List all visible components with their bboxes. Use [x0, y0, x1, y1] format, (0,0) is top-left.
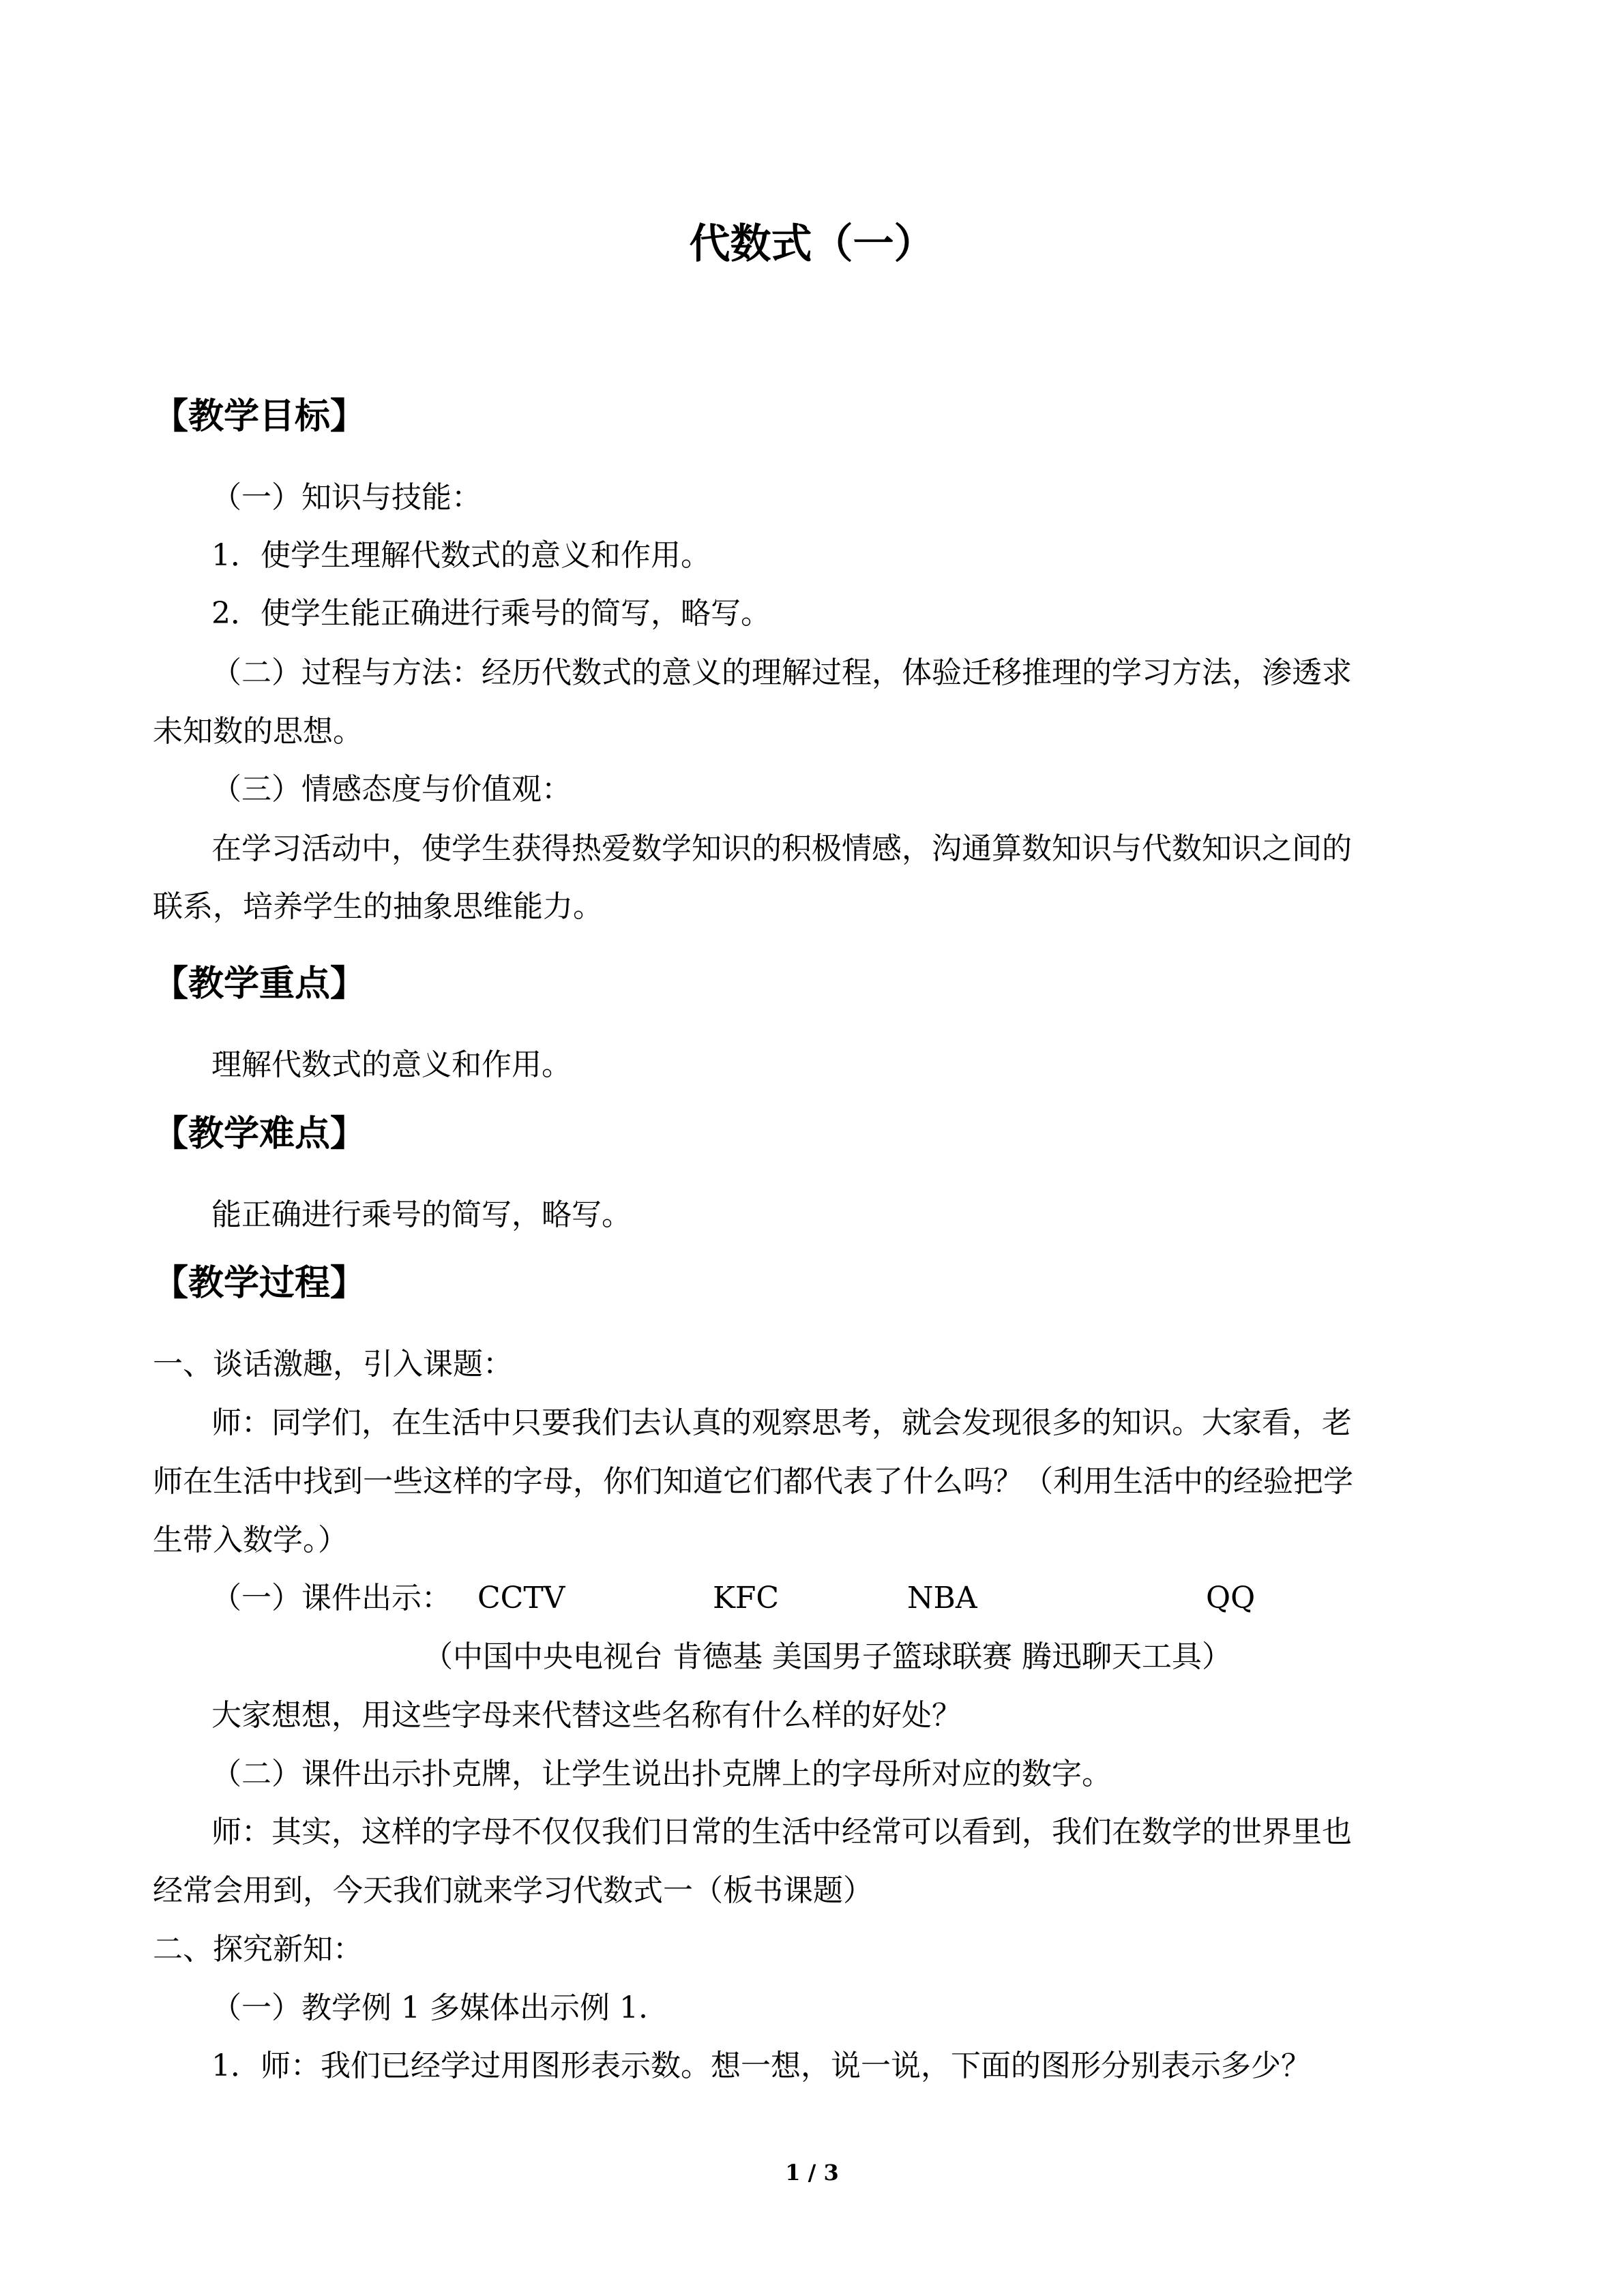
heading-teaching-goals: 【教学目标】: [153, 396, 366, 437]
paragraph: 1．使学生理解代数式的意义和作用。: [211, 538, 711, 573]
paragraph-label: （一）课件出示：: [211, 1581, 452, 1615]
heading-key-points: 【教学重点】: [153, 964, 366, 1004]
paragraph: 大家想想，用这些字母来代替这些名称有什么样的好处？: [211, 1698, 962, 1733]
paragraph: 能正确进行乘号的简写，略写。: [211, 1197, 632, 1232]
paragraph: （二）课件出示扑克牌，让学生说出扑克牌上的字母所对应的数字。: [211, 1757, 1112, 1791]
paragraph: 师：同学们，在生活中只要我们去认真的观察思考，就会发现很多的知识。大家看，老: [211, 1405, 1352, 1440]
paragraph: 生带入数学。）: [153, 1523, 348, 1557]
paragraph: 二、探究新知：: [153, 1932, 363, 1967]
paragraph: （一）教学例 1 多媒体出示例 1.: [211, 1991, 648, 2025]
paragraph: 理解代数式的意义和作用。: [211, 1047, 572, 1082]
paragraph: 未知数的思想。: [153, 714, 363, 749]
heading-teaching-process: 【教学过程】: [153, 1263, 366, 1304]
abbrev-cctv: CCTV: [477, 1581, 565, 1615]
paragraph: 2．使学生能正确进行乘号的简写，略写。: [211, 596, 771, 631]
paragraph: 联系，培养学生的抽象思维能力。: [153, 889, 603, 924]
document-title: 代数式（一）: [689, 220, 935, 268]
abbrev-kfc: KFC: [713, 1581, 780, 1615]
paragraph: （一）知识与技能：: [211, 480, 482, 515]
paragraph: 在学习活动中，使学生获得热爱数学知识的积极情感，沟通算数知识与代数知识之间的: [211, 831, 1352, 866]
abbrev-qq: QQ: [1206, 1581, 1256, 1615]
paragraph: （三）情感态度与价值观：: [211, 772, 572, 807]
abbrev-meanings: （中国中央电视台 肯德基 美国男子篮球联赛 腾迅聊天工具）: [423, 1639, 1232, 1674]
paragraph: 经常会用到，今天我们就来学习代数式一（板书课题）: [153, 1873, 873, 1908]
abbrev-nba: NBA: [907, 1581, 977, 1615]
paragraph: （二）过程与方法：经历代数式的意义的理解过程，体验迁移推理的学习方法，渗透求: [211, 655, 1352, 690]
heading-difficult-points: 【教学难点】: [153, 1114, 366, 1154]
page-number: 1 / 3: [785, 2160, 839, 2186]
paragraph: 师：其实，这样的字母不仅仅我们日常的生活中经常可以看到，我们在数学的世界里也: [211, 1815, 1352, 1849]
paragraph: 一、谈话激趣，引入课题：: [153, 1347, 513, 1382]
paragraph: 师在生活中找到一些这样的字母，你们知道它们都代表了什么吗？（利用生活中的经验把学: [153, 1464, 1353, 1499]
paragraph: 1．师：我们已经学过用图形表示数。想一想，说一说，下面的图形分别表示多少？: [211, 2048, 1311, 2083]
